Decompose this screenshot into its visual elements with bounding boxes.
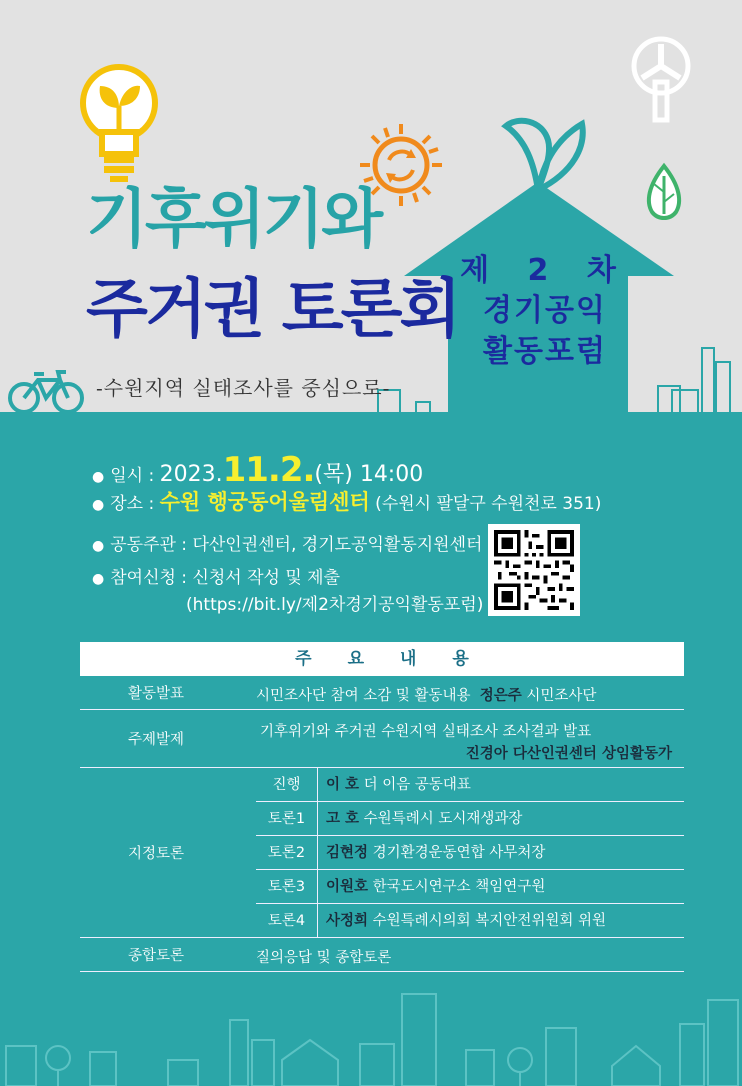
row-label: 종합토론 [127, 948, 185, 964]
panel-role: 토론3 [256, 870, 318, 904]
panel-person [326, 870, 545, 904]
panel-item [256, 904, 684, 938]
date-prefix: 2023. [159, 462, 223, 487]
row-content-text: 질의응답 및 종합토론 [256, 950, 392, 966]
bullet-icon: ● [92, 497, 105, 513]
panel-desc: 한국도시연구소 책임연구원 [368, 879, 546, 895]
qr-code-image [494, 530, 574, 610]
apply-url[interactable]: (https://bit.ly/제2차경기공익활동포럼) [186, 595, 484, 615]
date-highlight: 11.2. [222, 450, 315, 490]
table-row [80, 938, 684, 972]
skyline-bottom-decoration [0, 980, 742, 1086]
host-text: 공동주관 : 다산인권센터, 경기도공익활동지원센터 [110, 535, 483, 555]
panel-name: 이 호 [326, 777, 360, 793]
table-row [80, 710, 684, 768]
table-header: 주요내용 [80, 642, 684, 676]
place-name: 수원 행궁동어울림센터 [159, 490, 370, 514]
title-line-1: 기후위기와 [86, 183, 381, 257]
bullet-icon: ● [92, 571, 105, 587]
panel-item [256, 870, 684, 904]
row-label: 주제발제 [127, 732, 185, 748]
panel-role: 토론2 [256, 836, 318, 870]
program-table [80, 642, 684, 972]
date-suffix: (목) 14:00 [314, 462, 424, 487]
panel-role: 토론1 [256, 802, 318, 836]
subtitle: -수원지역 실태조사를 중심으로- [96, 376, 391, 400]
speaker-name: 진경아 [465, 746, 508, 762]
panel-person [326, 904, 606, 938]
house-title-line-1: 제 2 차 [460, 253, 630, 288]
place-label: 장소 : [110, 494, 160, 514]
apply-text: 참여신청 : 신청서 작성 및 제출 [110, 568, 341, 588]
date-label: 일시 : [110, 466, 160, 486]
panel-desc: 더 이음 공동대표 [359, 777, 471, 793]
row-content-text: 시민조사단 참여 소감 및 활동내용 [256, 688, 471, 704]
info-apply [92, 563, 340, 588]
panel-person [326, 802, 522, 836]
row-label: 지정토론 [127, 846, 185, 862]
info-place [92, 486, 601, 516]
panel-person [326, 836, 545, 870]
info-date [92, 450, 423, 490]
panel-item [256, 802, 684, 836]
house-title [450, 252, 640, 372]
panel-person [326, 768, 471, 802]
panel-name: 고 호 [326, 811, 360, 827]
speaker-role: 시민조사단 [521, 688, 597, 704]
panel-name: 김현정 [326, 845, 369, 861]
panel-desc: 수원특례시의회 복지안전위원회 위원 [368, 913, 606, 929]
lightbulb-icon [74, 58, 164, 188]
place-address: (수원시 팔달구 수원천로 351) [369, 494, 602, 514]
bullet-icon: ● [92, 469, 105, 485]
qr-code[interactable] [488, 524, 580, 616]
house-title-line-2: 경기공익 [483, 293, 607, 328]
panel-role: 진행 [256, 768, 318, 802]
title-line-2: 주거권 토론회 [86, 273, 459, 347]
speaker-role: 다산인권센터 상임활동가 [507, 746, 672, 762]
bullet-icon: ● [92, 538, 105, 554]
panel-name: 이원호 [326, 879, 369, 895]
row-label: 활동발표 [127, 686, 185, 702]
panel-name: 사정희 [326, 913, 369, 929]
bicycle-icon [8, 366, 84, 416]
panel-item [256, 836, 684, 870]
info-host [92, 530, 482, 555]
row-content-text: 기후위기와 주거권 수원지역 실태조사 조사결과 발표 [260, 724, 592, 740]
house-title-line-3: 활동포럼 [483, 334, 607, 369]
panel-desc: 경기환경운동연합 사무처장 [368, 845, 546, 861]
panel-desc: 수원특례시 도시재생과장 [359, 811, 523, 827]
row-speaker [466, 742, 672, 763]
table-row [80, 768, 684, 938]
panel-role: 토론4 [256, 904, 318, 938]
speaker-name: 정은주 [479, 688, 522, 704]
row-content [256, 684, 596, 705]
panel-item [256, 768, 684, 802]
table-row [80, 676, 684, 710]
